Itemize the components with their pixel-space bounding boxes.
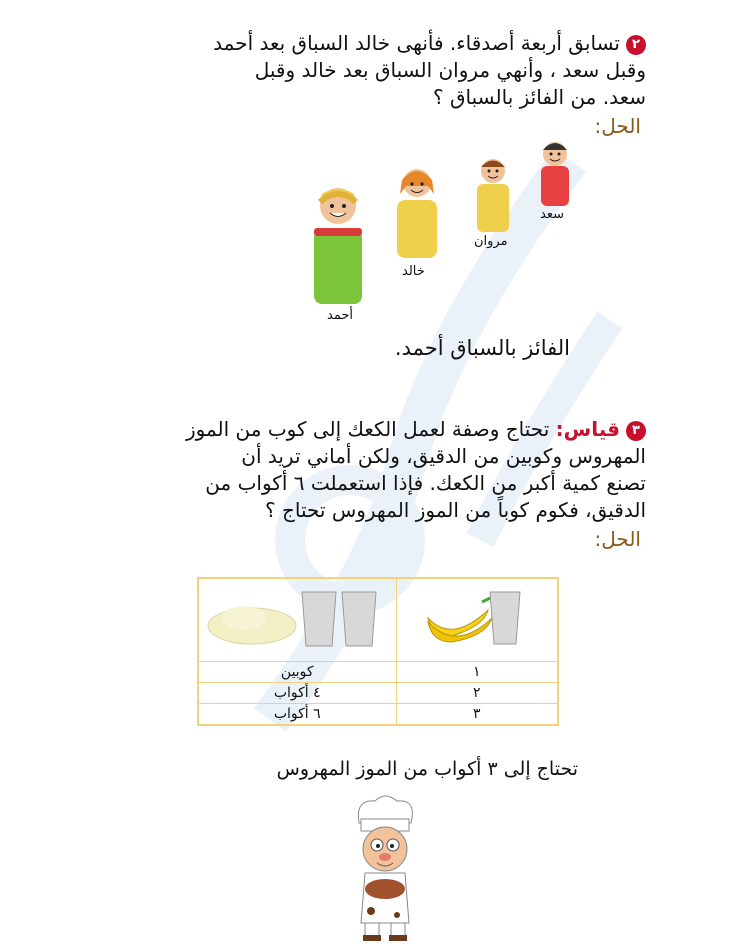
banana-cups-cell: ٣ <box>396 704 558 726</box>
flour-and-cups-illustration <box>202 582 392 654</box>
question-3-line-3: تصنع كمية أكبر من الكعك. فإذا استعملت ٦ أكواب من <box>205 471 646 495</box>
solution-label: الحل: <box>594 527 641 551</box>
kid-label-marwan: مروان <box>474 234 508 249</box>
chef-illustration <box>345 793 425 943</box>
kid-label-saad: سعد <box>540 207 564 222</box>
question-number-badge: ٢ <box>626 35 646 55</box>
solution-label: الحل: <box>594 114 641 138</box>
flour-cups-cell: كوبين <box>198 662 396 683</box>
kid-label-ahmad: أحمد <box>327 308 353 323</box>
question-3-line-1: ٣قياس: تحتاج وصفة لعمل الكعك إلى كوب من الموز <box>126 416 646 443</box>
question-2-line-3: سعد. من الفائز بالسباق ؟ <box>433 85 646 109</box>
question-number-badge: ٣ <box>626 421 646 441</box>
banana-cups-cell: ١ <box>396 662 558 683</box>
kid-label-khaled: خالد <box>402 264 425 279</box>
question-3-answer: تحتاج إلى ٣ أكواب من الموز المهروس <box>276 758 578 780</box>
kid-ahmad-illustration <box>308 184 368 306</box>
banana-and-cup-illustration <box>422 582 532 654</box>
question-3-title: قياس: <box>555 417 620 441</box>
kid-marwan-illustration <box>472 156 514 234</box>
question-3-line-4: الدقيق، فكوم كوباً من الموز المهروس تحتاج ؟ <box>264 498 646 522</box>
banana-column-header <box>396 578 558 662</box>
flour-cups-cell: ٦ أكواب <box>198 704 396 726</box>
flour-cups-cell: ٤ أكواب <box>198 683 396 704</box>
question-2-line-1: ٢تسابق أربعة أصدقاء. فأنهى خالد السباق بعد أحمد <box>126 30 646 57</box>
banana-cups-cell: ٢ <box>396 683 558 704</box>
question-3-line-2: المهروس وكوبين من الدقيق، ولكن أماني تريد أن <box>241 444 646 468</box>
kid-khaled-illustration <box>392 166 442 261</box>
question-3 <box>126 416 646 524</box>
flour-column-header <box>198 578 396 662</box>
question-2 <box>126 30 646 111</box>
question-2-line-2: وقبل سعد ، وأنهي مروان السباق بعد خالد وقبل <box>254 58 646 82</box>
kid-saad-illustration <box>535 140 575 208</box>
ratio-table <box>197 577 559 726</box>
question-2-answer: الفائز بالسباق أحمد. <box>394 336 570 360</box>
